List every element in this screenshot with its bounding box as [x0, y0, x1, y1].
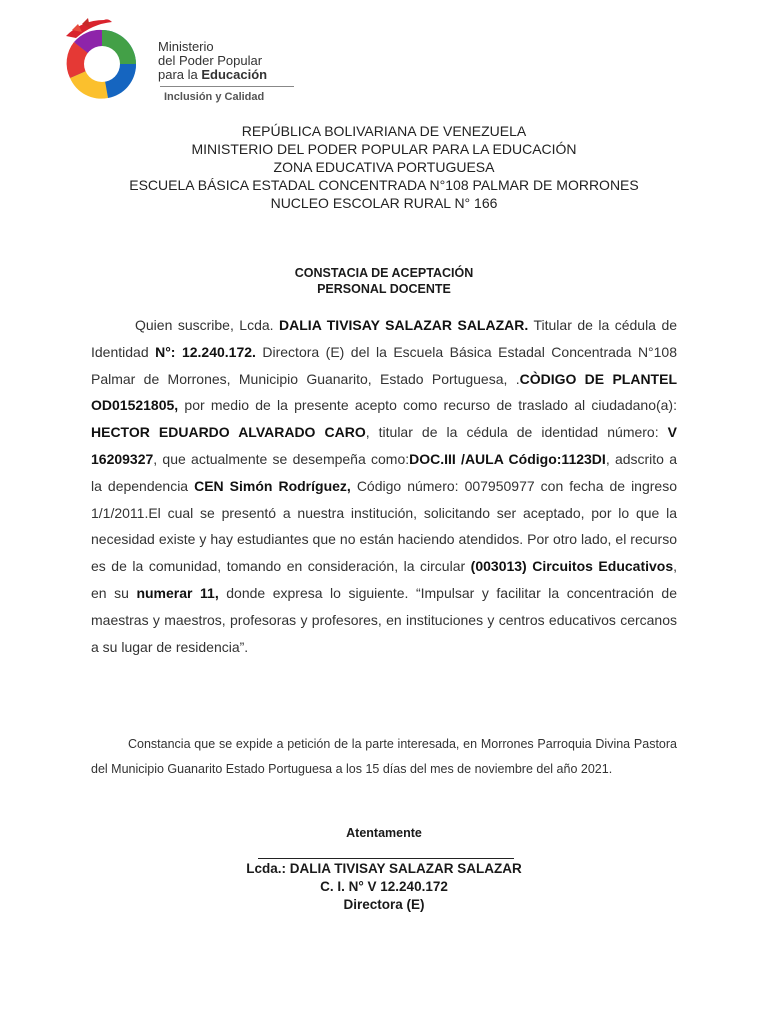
body-text-3: Directora (E) del la Escuela Básica Estadal Concentrada N°108 Palmar de Morrones, Municipio Guanarito, Estado Portuguesa, .	[91, 343, 678, 387]
logo-line-3-bold: Educación	[201, 67, 268, 82]
signature-line	[258, 858, 514, 859]
director-name: DALIA TIVISAY SALAZAR SALAZAR.	[279, 317, 529, 333]
body-text-6: , que actualmente se desempeña como:	[153, 450, 410, 467]
header-line-5: NUCLEO ESCOLAR RURAL N° 166	[270, 195, 498, 211]
header-line-1: REPÚBLICA BOLIVARIANA DE VENEZUELA	[241, 123, 527, 139]
header-line-3: ZONA EDUCATIVA PORTUGUESA	[273, 159, 495, 175]
logo-wordmark	[158, 40, 267, 82]
logo-tagline: Inclusión y Calidad	[164, 91, 265, 103]
dependency-name: CEN Simón Rodríguez,	[194, 477, 351, 494]
school-code: CÒDIGO DE PLANTEL OD01521805,	[91, 370, 677, 414]
logo-line-1: Ministerio	[158, 39, 214, 54]
closing-text: Constancia que se expide a petición de la parte interesada, en Morrones Parroquia Divina Pastora del Municipio Guanarito Estado Portuguesa a los 15 días del mes de noviembre del año 2021.	[91, 737, 677, 776]
title-line-2: PERSONAL DOCENTE	[317, 282, 451, 296]
logo-line-3	[158, 68, 267, 82]
header-line-2: MINISTERIO DEL PODER POPULAR PARA LA EDUCACIÓN	[191, 141, 577, 157]
document-title	[0, 265, 768, 297]
header-line-4: ESCUELA BÁSICA ESTADAL CONCENTRADA N°108 PALMAR DE MORRONES	[129, 177, 639, 193]
salutation: Atentamente	[346, 826, 422, 840]
body-text-4: por medio de la presente acepto como recurso de traslado al ciudadano(a):	[178, 397, 677, 414]
numeral-reference: numerar 11,	[136, 584, 219, 601]
logo-divider	[160, 86, 294, 87]
teacher-position: DOC.III /AULA Código:1123DI	[409, 450, 606, 467]
ministry-logo	[52, 16, 302, 108]
teacher-name: HECTOR EDUARDO ALVARADO CARO	[91, 424, 366, 441]
logo-line-2: del Poder Popular	[158, 53, 263, 68]
signature-block	[0, 860, 768, 914]
logo-line-3-prefix: para la	[158, 67, 202, 82]
body-paragraph	[91, 312, 677, 660]
body-text-8: Código número: 007950977 con fecha de ingreso 1/1/2011.El cual se presentó a nuestra institución, solicitando ser aceptado, por lo que la necesidad existe y hay estudiantes que no están haciendo atendidos. Por otro lado, el recurso es de la comunidad, tomando en consideración, la circular	[91, 477, 677, 575]
signer-id: C. I. N° V 12.240.172	[320, 879, 448, 894]
body-text-5: , titular de la cédula de identidad número:	[365, 424, 668, 441]
circular-reference: (003013) Circuitos Educativos	[470, 558, 674, 575]
closing-paragraph	[91, 732, 677, 782]
body-text-7: , adscrito a la dependencia	[91, 450, 678, 494]
director-id-number: N°: 12.240.172.	[155, 343, 256, 360]
signer-name: Lcda.: DALIA TIVISAY SALAZAR SALAZAR	[246, 861, 522, 876]
title-line-1: CONSTACIA DE ACEPTACIÓN	[294, 266, 474, 280]
body-text-1: Quien suscribe, Lcda.	[135, 317, 280, 333]
body-text-9: , en su	[91, 558, 678, 601]
signer-role: Directora (E)	[343, 897, 425, 912]
body-text-2: Titular de la cédula de Identidad	[91, 317, 678, 360]
teacher-id-number: V 16209327	[91, 424, 677, 467]
institution-header	[0, 122, 768, 212]
body-text-10: donde expresa lo siguiente. “Impulsar y facilitar la concentración de maestras y maestros, profesoras y profesores, en instituciones y centros educativos cercanos a su lugar de residencia”.	[91, 584, 677, 655]
ministry-emblem-icon	[52, 16, 156, 108]
